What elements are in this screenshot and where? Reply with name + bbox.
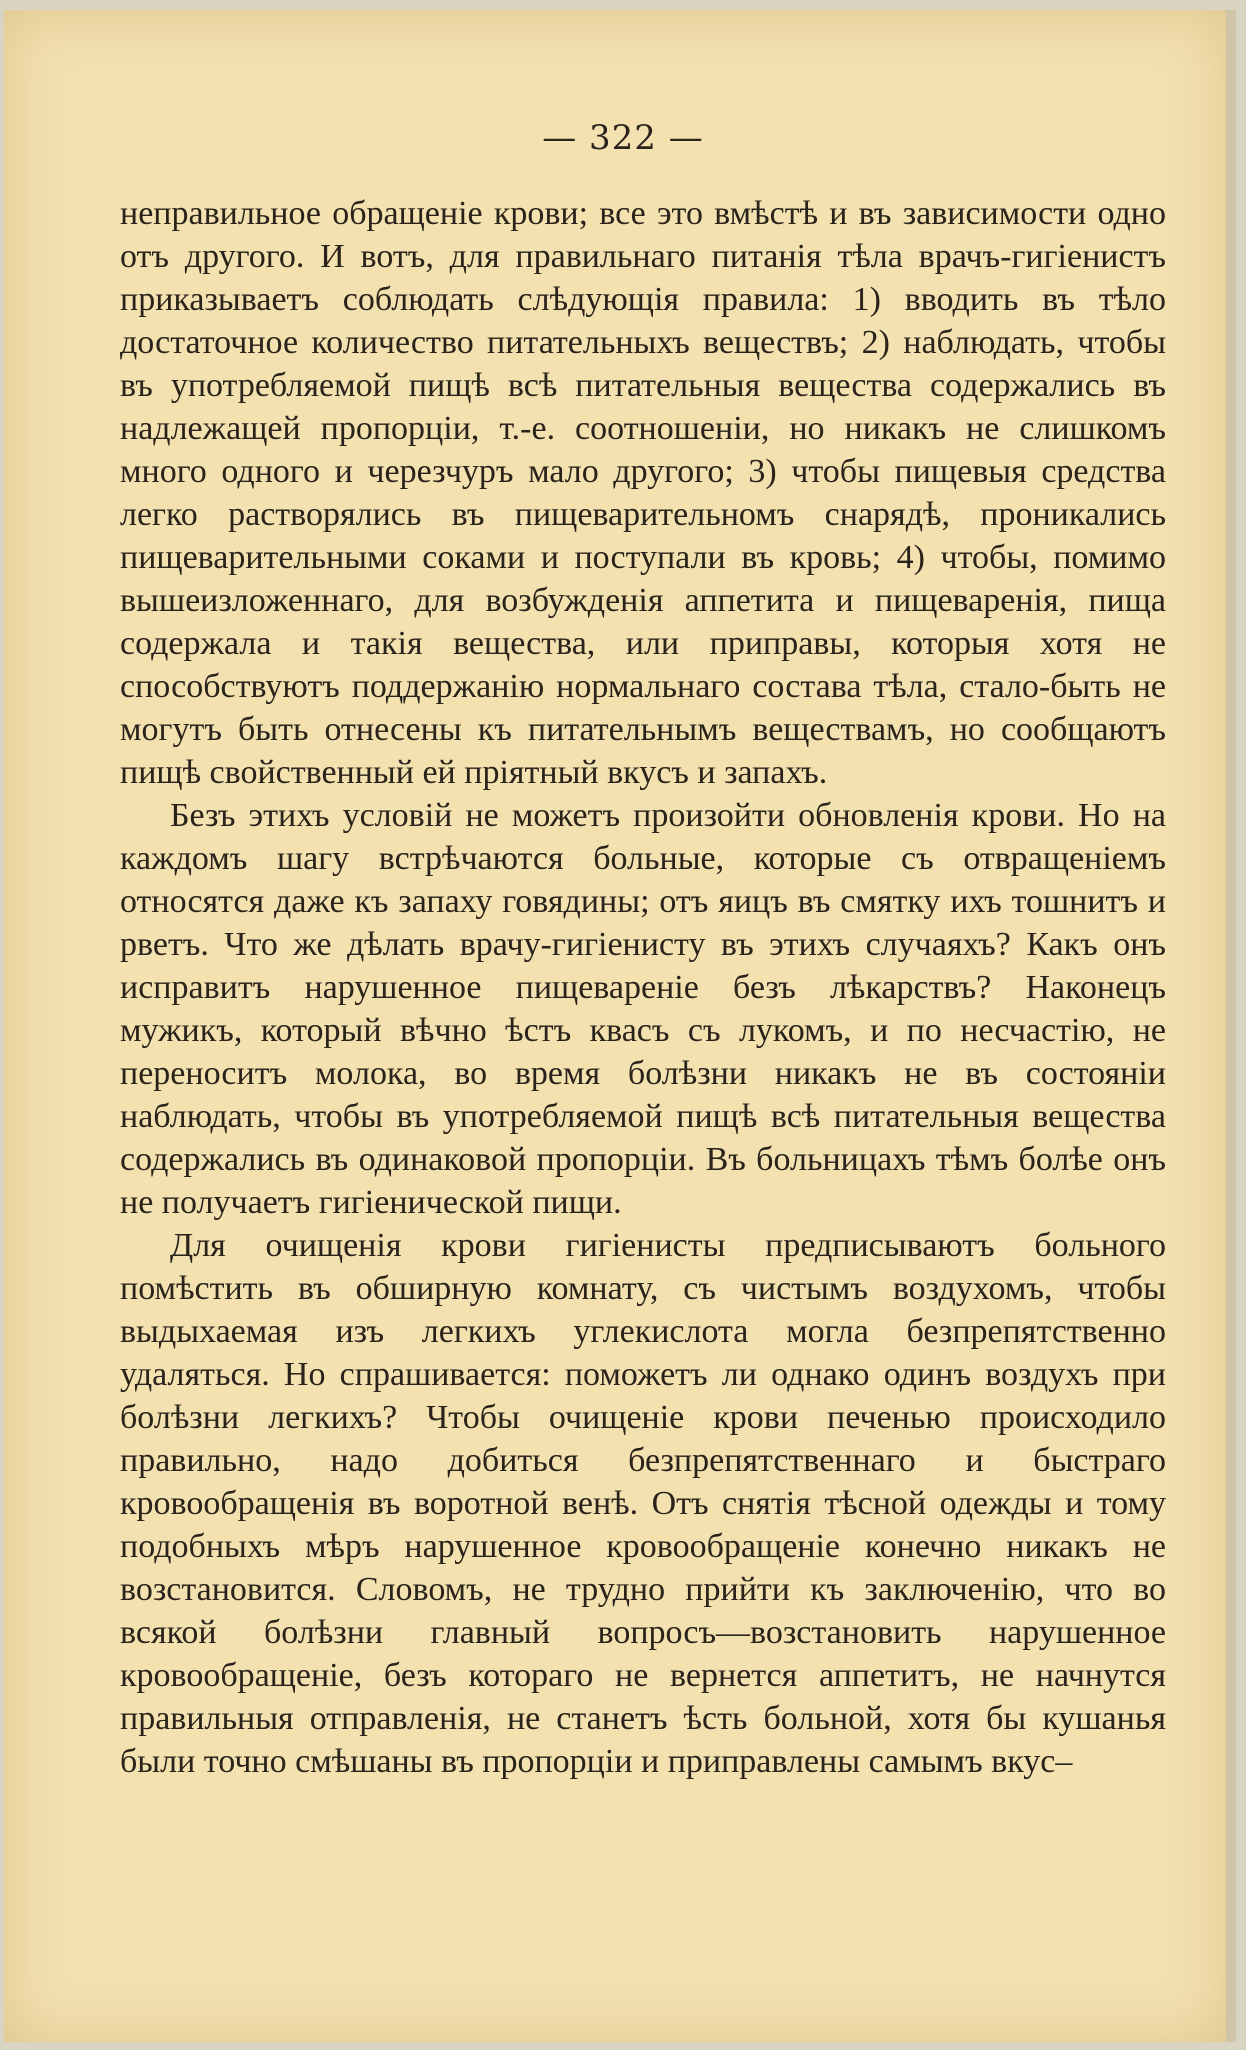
paragraph-3: Для очищенія крови гигіенисты предписываютъ больного помѣстить въ обширную комнату, съ чистымъ воздухомъ, чтобы выдыхаемая изъ легкихъ углекислота могла безпрепятственно удаляться. Но спрашивается: поможетъ ли однако одинъ воздухъ при болѣзни легкихъ? Чтобы очищеніе крови печенью происходило правильно, надо добиться безпрепятственнаго и быстраго кровообращенія въ воротной венѣ. Отъ снятія тѣсной одежды и тому подобныхъ мѣръ нарушенное кровообращеніе конечно никакъ не возстановится. Словомъ, не трудно прийти къ заключенію, что во всякой болѣзни главный вопросъ—возстановить нарушенное кровообращеніе, безъ котораго не вернется аппетитъ, не начнутся правильныя отправленія, не станетъ ѣсть больной, хотя бы кушанья были точно смѣшаны въ пропорціи и приправлены самымъ вкус– xyxy=(120,1227,1166,1780)
paragraph-2: Безъ этихъ условій не можетъ произойти обновленія крови. Но на каждомъ шагу встрѣчаются больные, которые съ отвращеніемъ относятся даже къ запаху говядины; отъ яицъ въ смятку ихъ тошнитъ и рветъ. Что же дѣлать врачу-гигіенисту въ этихъ случаяхъ? Какъ онъ исправитъ нарушенное пищевареніе безъ лѣкарствъ? Наконецъ мужикъ, который вѣчно ѣстъ квасъ съ лукомъ, и по несчастію, не переноситъ молока, во время болѣзни никакъ не въ состояніи наблюдать, чтобы въ употребляемой пищѣ всѣ питательныя вещества содержались въ одинаковой пропорціи. Въ больницахъ тѣмъ болѣе онъ не получаетъ гигіенической пищи. xyxy=(120,797,1166,1221)
paragraph-1: неправильное обращеніе крови; все это вмѣстѣ и въ зависимости одно отъ другого. И вотъ, для правильнаго питанія тѣла врачъ-гигіенистъ приказываетъ соблюдать слѣдующія правила: 1) вводить въ тѣло достаточное количество питательныхъ веществъ; 2) наблюдать, чтобы въ употребляемой пищѣ всѣ питательныя вещества содержались въ надлежащей пропорціи, т.-е. соотношеніи, но никакъ не слишкомъ много одного и черезчуръ мало другого; 3) чтобы пищевыя средства легко растворялись въ пищеварительномъ снарядѣ, проникались пищеварительными соками и поступали въ кровь; 4) чтобы, помимо вышеизложеннаго, для возбужденія аппетита и пищеваренія, пища содержала и такія вещества, или приправы, которыя хотя не способствуютъ поддержанію нормальнаго состава тѣла, стало-быть не могутъ быть отнесены къ питательнымъ веществамъ, но сообщаютъ пищѣ свойственный ей пріятный вкусъ и запахъ. xyxy=(120,195,1166,791)
body-text xyxy=(120,192,1166,1783)
page-number: — 322 — xyxy=(542,118,704,158)
